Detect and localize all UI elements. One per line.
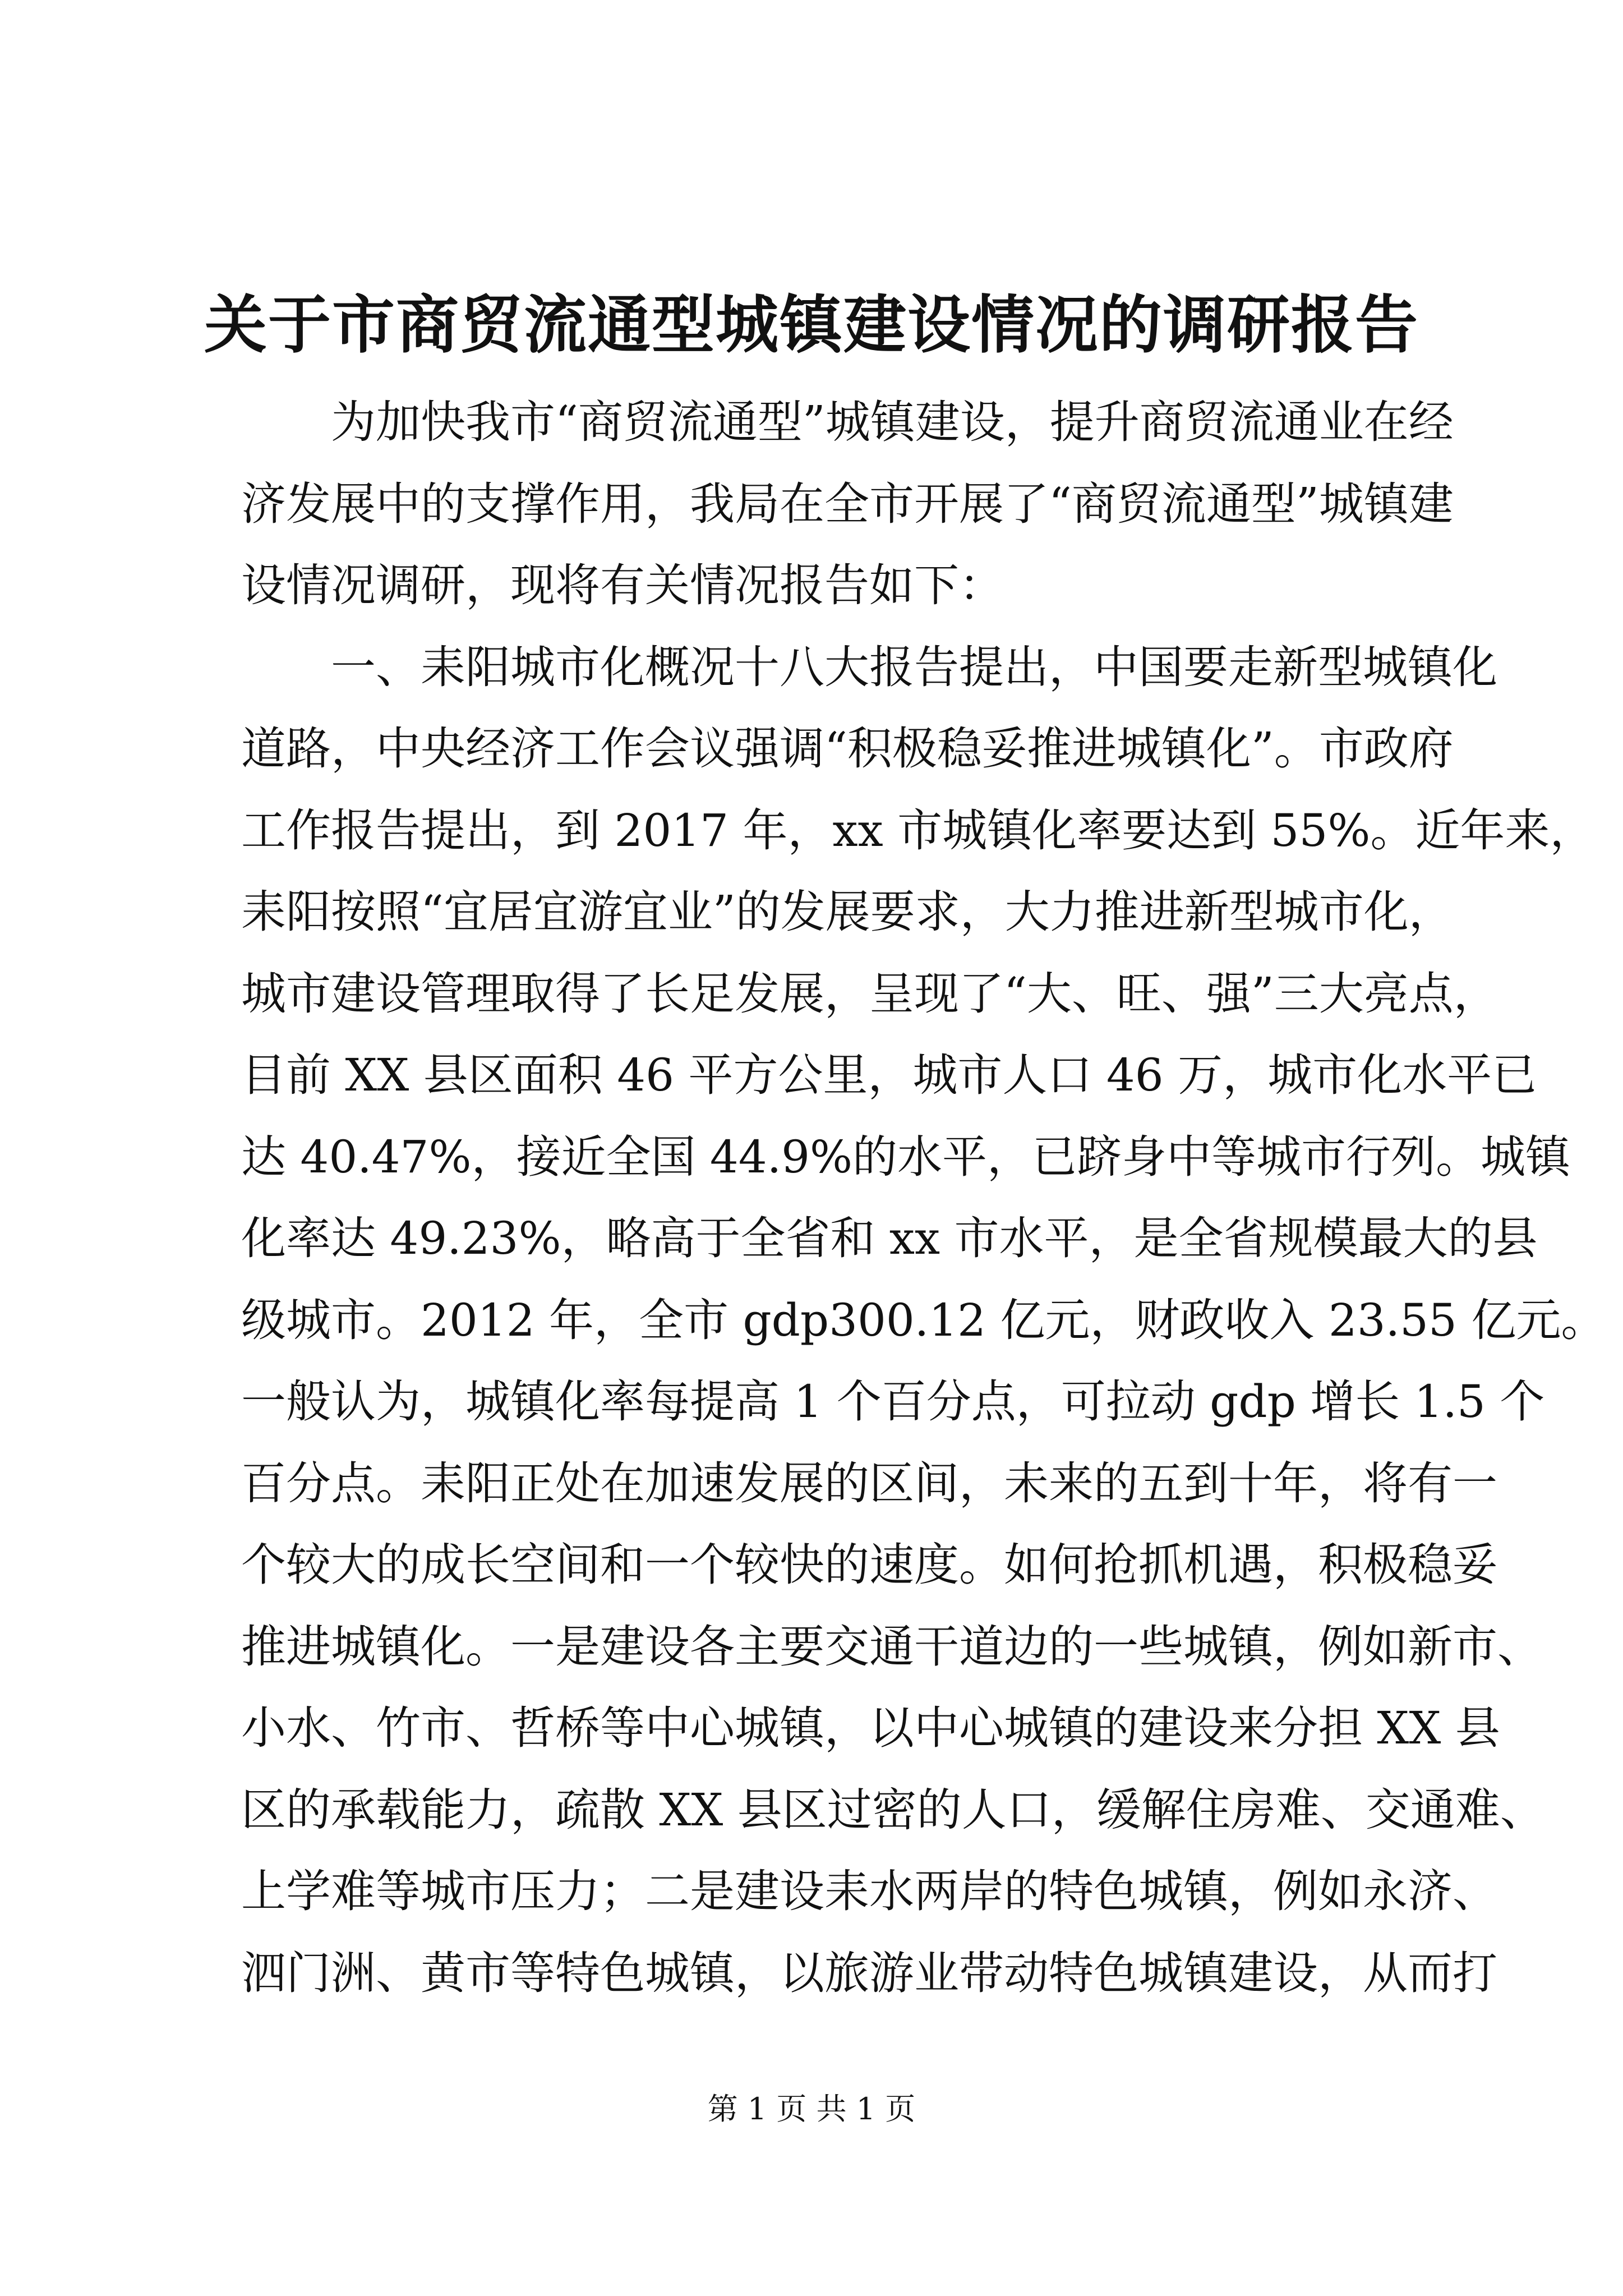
body-line: 济发展中的支撑作用，我局在全市开展了“商贸流通型”城镇建 — [241, 477, 1454, 530]
body-line: 级城市。2012 年，全市 gdp300.12 亿元，财政收入 23.55 亿元。 — [241, 1294, 1606, 1346]
body-line: 区的承载能力，疏散 XX 县区过密的人口，缓解住房难、交通难、 — [241, 1783, 1545, 1836]
body-line: 达 40.47%，接近全国 44.9%的水平，已跻身中等城市行列。城镇 — [241, 1130, 1571, 1183]
body-line: 设情况调研，现将有关情况报告如下： — [241, 559, 1004, 611]
body-line: 一、耒阳城市化概况十八大报告提出，中国要走新型城镇化 — [241, 641, 1497, 693]
body-line: 百分点。耒阳正处在加速发展的区间，未来的五到十年，将有一 — [241, 1457, 1497, 1510]
page-footer: 第 1 页 共 1 页 — [707, 2091, 916, 2127]
body-line: 道路，中央经济工作会议强调“积极稳妥推进城镇化”。市政府 — [241, 723, 1454, 775]
body-line: 个较大的成长空间和一个较快的速度。如何抢抓机遇，积极稳妥 — [241, 1539, 1497, 1591]
document-body — [241, 381, 1606, 2014]
body-line: 一般认为，城镇化率每提高 1 个百分点，可拉动 gdp 增长 1.5 个 — [241, 1375, 1545, 1428]
body-line: 目前 XX 县区面积 46 平方公里，城市人口 46 万，城市化水平已 — [241, 1049, 1537, 1101]
body-line: 城市建设管理取得了长足发展，呈现了“大、旺、强”三大亮点， — [241, 967, 1498, 1020]
body-line: 为加快我市“商贸流通型”城镇建设，提升商贸流通业在经 — [241, 396, 1454, 448]
body-line: 小水、竹市、哲桥等中心城镇，以中心城镇的建设来分担 XX 县 — [241, 1702, 1500, 1754]
body-line: 上学难等城市压力；二是建设耒水两岸的特色城镇，例如永济、 — [241, 1865, 1497, 1917]
body-line: 耒阳按照“宜居宜游宜业”的发展要求，大力推进新型城市化， — [241, 886, 1454, 938]
body-line: 工作报告提出，到 2017 年，xx 市城镇化率要达到 55%。近年来， — [241, 804, 1595, 857]
body-line: 推进城镇化。一是建设各主要交通干道边的一些城镇，例如新市、 — [241, 1620, 1542, 1673]
body-line: 泗门洲、黄市等特色城镇，以旅游业带动特色城镇建设，从而打 — [241, 1947, 1497, 1999]
document-title: 关于市商贸流通型城镇建设情况的调研报告 — [204, 288, 1419, 362]
body-line: 化率达 49.23%，略高于全省和 xx 市水平，是全省规模最大的县 — [241, 1212, 1538, 1264]
